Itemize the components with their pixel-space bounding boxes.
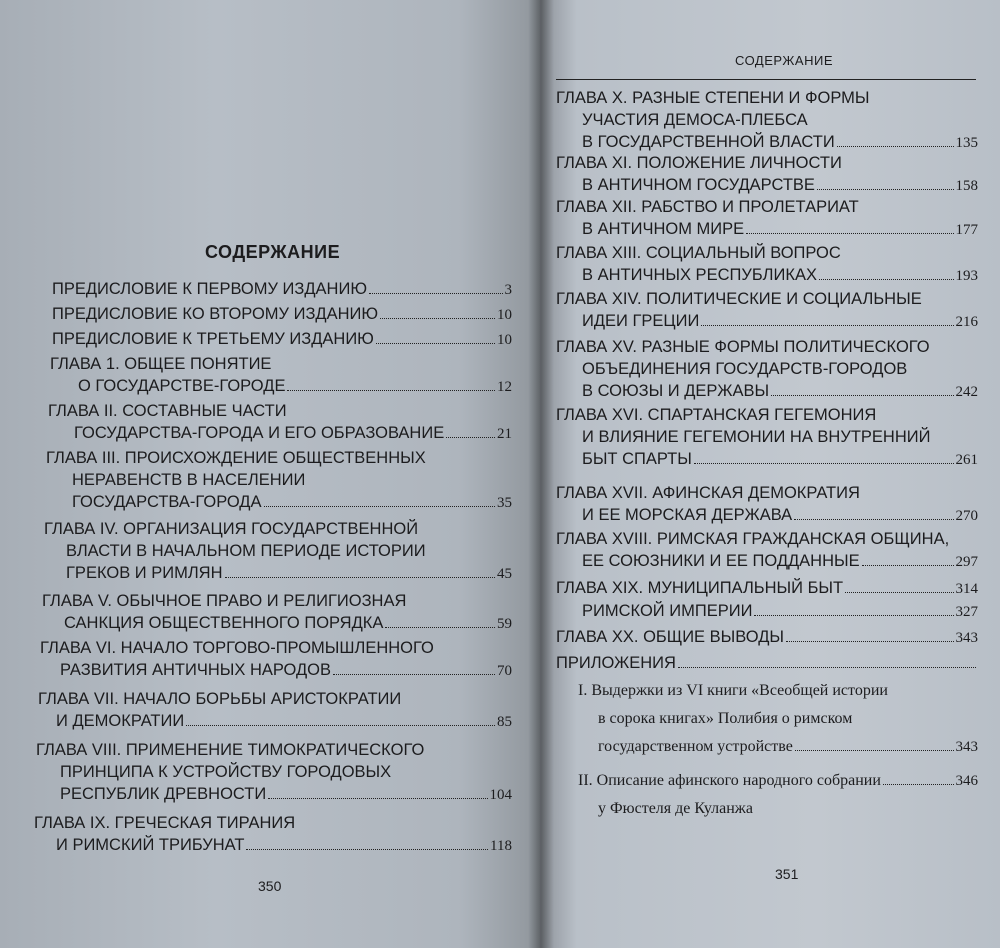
toc-entry[interactable]: ГЛАВА XX. ОБЩИЕ ВЫВОДЫ 343 xyxy=(556,628,978,646)
toc-entry[interactable]: ГЛАВА VIII. ПРИМЕНЕНИЕ ТИМОКРАТИЧЕСКОГО ПРИНЦИПА К УСТРОЙСТВУ ГОРОДОВЫХ РЕСПУБЛИК ДРЕВНОСТИ 104 xyxy=(36,741,512,803)
toc-entry[interactable]: ГЛАВА II. СОСТАВНЫЕ ЧАСТИ ГОСУДАРСТВА-ГОРОДА И ЕГО ОБРАЗОВАНИЕ 21 xyxy=(48,402,512,442)
book-gutter xyxy=(528,0,554,948)
toc-entry[interactable]: ПРИЛОЖЕНИЯ xyxy=(556,652,978,674)
toc-entry[interactable]: ГЛАВА XII. РАБСТВО И ПРОЛЕТАРИАТ В АНТИЧНОМ МИРЕ 177 xyxy=(556,198,978,238)
running-header: СОДЕРЖАНИЕ xyxy=(735,53,834,68)
toc-entry[interactable]: ГЛАВА XIX. МУНИЦИПАЛЬНЫЙ БЫТ 314 РИМСКОЙ ИМПЕРИИ 327 xyxy=(556,579,978,620)
toc-entry[interactable]: ГЛАВА XVIII. РИМСКАЯ ГРАЖДАНСКАЯ ОБЩИНА, ЕЕ СОЮЗНИКИ И ЕЕ ПОДДАННЫЕ 297 xyxy=(556,530,978,570)
toc-entry[interactable]: ГЛАВА X. РАЗНЫЕ СТЕПЕНИ И ФОРМЫ УЧАСТИЯ ДЕМОСА-ПЛЕБСА В ГОСУДАРСТВЕННОЙ ВЛАСТИ 135 xyxy=(556,89,978,151)
toc-entry[interactable]: ПРЕДИСЛОВИЕ КО ВТОРОМУ ИЗДАНИЮ 10 xyxy=(52,305,512,323)
toc-entry[interactable]: ГЛАВА III. ПРОИСХОЖДЕНИЕ ОБЩЕСТВЕННЫХ НЕРАВЕНСТВ В НАСЕЛЕНИИ ГОСУДАРСТВА-ГОРОДА 35 xyxy=(46,449,512,511)
toc-entry[interactable]: ГЛАВА XI. ПОЛОЖЕНИЕ ЛИЧНОСТИ В АНТИЧНОМ ГОСУДАРСТВЕ 158 xyxy=(556,154,978,194)
toc-title: СОДЕРЖАНИЕ xyxy=(205,242,341,262)
toc-entry[interactable]: ГЛАВА IV. ОРГАНИЗАЦИЯ ГОСУДАРСТВЕННОЙ ВЛАСТИ В НАЧАЛЬНОМ ПЕРИОДЕ ИСТОРИИ ГРЕКОВ И РИМЛЯН 45 xyxy=(44,520,512,582)
toc-entry[interactable]: ПРЕДИСЛОВИЕ К ПЕРВОМУ ИЗДАНИЮ 3 xyxy=(52,280,512,298)
header-rule xyxy=(556,79,976,80)
toc-entry[interactable]: ПРЕДИСЛОВИЕ К ТРЕТЬЕМУ ИЗДАНИЮ 10 xyxy=(52,330,512,348)
toc-entry[interactable]: II. Описание афинского народного собрании 346 у Фюстеля де Куланжа xyxy=(578,772,978,817)
toc-entry[interactable]: ГЛАВА XIV. ПОЛИТИЧЕСКИЕ И СОЦИАЛЬНЫЕ ИДЕИ ГРЕЦИИ 216 xyxy=(556,290,978,330)
toc-entry[interactable]: ГЛАВА 1. ОБЩЕЕ ПОНЯТИЕ О ГОСУДАРСТВЕ-ГОРОДЕ 12 xyxy=(50,355,512,395)
toc-entry[interactable]: ГЛАВА XVII. АФИНСКАЯ ДЕМОКРАТИЯ И ЕЕ МОРСКАЯ ДЕРЖАВА 270 xyxy=(556,484,978,524)
toc-entry[interactable]: ГЛАВА IX. ГРЕЧЕСКАЯ ТИРАНИЯ И РИМСКИЙ ТРИБУНАТ 118 xyxy=(34,814,512,854)
toc-entry[interactable]: ГЛАВА XV. РАЗНЫЕ ФОРМЫ ПОЛИТИЧЕСКОГО ОБЪЕДИНЕНИЯ ГОСУДАРСТВ-ГОРОДОВ В СОЮЗЫ И ДЕРЖАВЫ 242 xyxy=(556,338,978,400)
page-number-left: 350 xyxy=(258,878,282,894)
toc-entry[interactable]: ГЛАВА XIII. СОЦИАЛЬНЫЙ ВОПРОС В АНТИЧНЫХ РЕСПУБЛИКАХ 193 xyxy=(556,244,978,284)
toc-entry[interactable]: ГЛАВА V. ОБЫЧНОЕ ПРАВО И РЕЛИГИОЗНАЯ САНКЦИЯ ОБЩЕСТВЕННОГО ПОРЯДКА 59 xyxy=(42,592,512,632)
toc-entry[interactable]: ГЛАВА VII. НАЧАЛО БОРЬБЫ АРИСТОКРАТИИ И ДЕМОКРАТИИ 85 xyxy=(38,690,512,730)
toc-entry[interactable]: ГЛАВА VI. НАЧАЛО ТОРГОВО-ПРОМЫШЛЕННОГО РАЗВИТИЯ АНТИЧНЫХ НАРОДОВ 70 xyxy=(40,639,512,679)
toc-entry[interactable]: ГЛАВА XVI. СПАРТАНСКАЯ ГЕГЕМОНИЯ И ВЛИЯНИЕ ГЕГЕМОНИИ НА ВНУТРЕННИЙ БЫТ СПАРТЫ 261 xyxy=(556,406,978,468)
page-number-right: 351 xyxy=(775,866,799,882)
toc-entry[interactable]: I. Выдержки из VI книги «Всеобщей истории в сорока книгах» Полибия о римском государственном устройстве 343 xyxy=(578,682,978,755)
